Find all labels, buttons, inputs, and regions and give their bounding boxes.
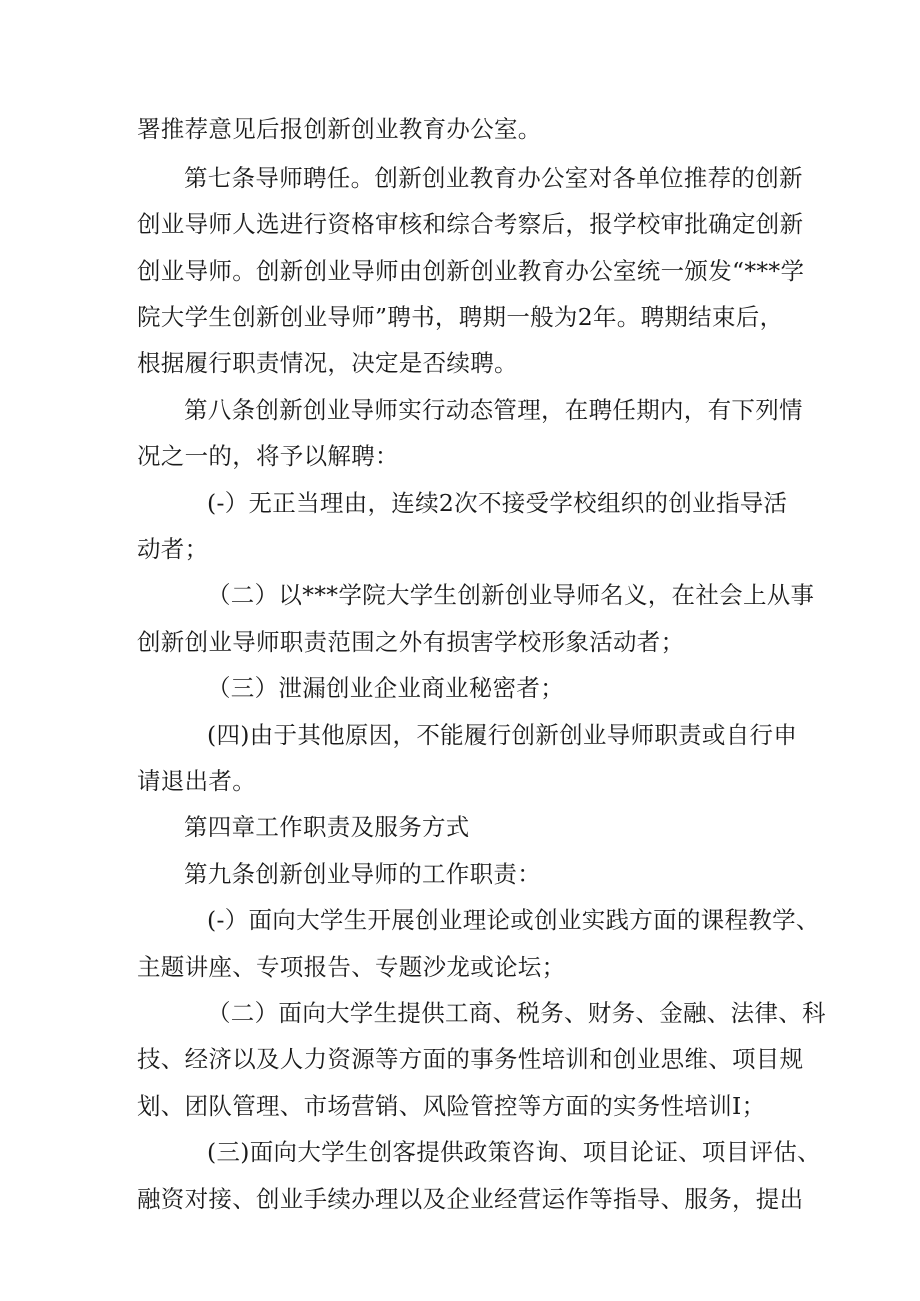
- text-line: 署推荐意见后报创新创业教育办公室。: [137, 115, 542, 143]
- text-line: 划、团队管理、市场营销、风险管控等方面的实务性培训I；: [137, 1092, 766, 1120]
- text-line: 院大学生创新创业导师”聘书，聘期一般为2年。聘期结束后，: [137, 303, 784, 331]
- text-line: (四)由于其他原因，不能履行创新创业导师职责或自行申: [207, 721, 798, 749]
- text-line: （二）面向大学生提供工商、税务、财务、金融、法律、科: [207, 999, 826, 1027]
- text-line: 主题讲座、专项报告、专题沙龙或论坛；: [137, 953, 566, 981]
- text-line: 根据履行职责情况，决定是否续聘。: [137, 349, 518, 377]
- text-line: 创新创业导师职责范围之外有损害学校形象活动者；: [137, 628, 685, 656]
- text-line: 况之一的，将予以解聘：: [137, 442, 399, 470]
- text-line: 第七条导师聘任。创新创业教育办公室对各单位推荐的创新: [184, 164, 803, 192]
- text-line: 创业导师人选进行资格审核和综合考察后，报学校审批确定创新: [137, 210, 804, 238]
- section-heading: 第四章工作职责及服务方式: [184, 813, 470, 841]
- text-line: 融资对接、创业手续办理以及企业经营运作等指导、服务，提出: [137, 1185, 804, 1213]
- text-line: (-）面向大学生开展创业理论或创业实践方面的课程教学、: [207, 906, 820, 934]
- text-line: 第九条创新创业导师的工作职责：: [184, 860, 541, 888]
- text-line: （二）以***学院大学生创新创业导师名义，在社会上从事: [207, 581, 815, 609]
- text-line: 技、经济以及人力资源等方面的事务性培训和创业思维、项目规: [137, 1045, 804, 1073]
- text-line: 创业导师。创新创业导师由创新创业教育办公室统一颁发“***学: [137, 257, 805, 285]
- text-line: 请退出者。: [137, 767, 256, 795]
- text-line: (三)面向大学生创客提供政策咨询、项目论证、项目评估、: [207, 1138, 821, 1166]
- text-line: 第八条创新创业导师实行动态管理，在聘任期内，有下列情: [184, 396, 803, 424]
- text-line: (-）无正当理由，连续2次不接受学校组织的创业指导活: [207, 489, 788, 517]
- text-line: （三）泄漏创业企业商业秘密者；: [207, 674, 564, 702]
- text-line: 动者；: [137, 535, 209, 563]
